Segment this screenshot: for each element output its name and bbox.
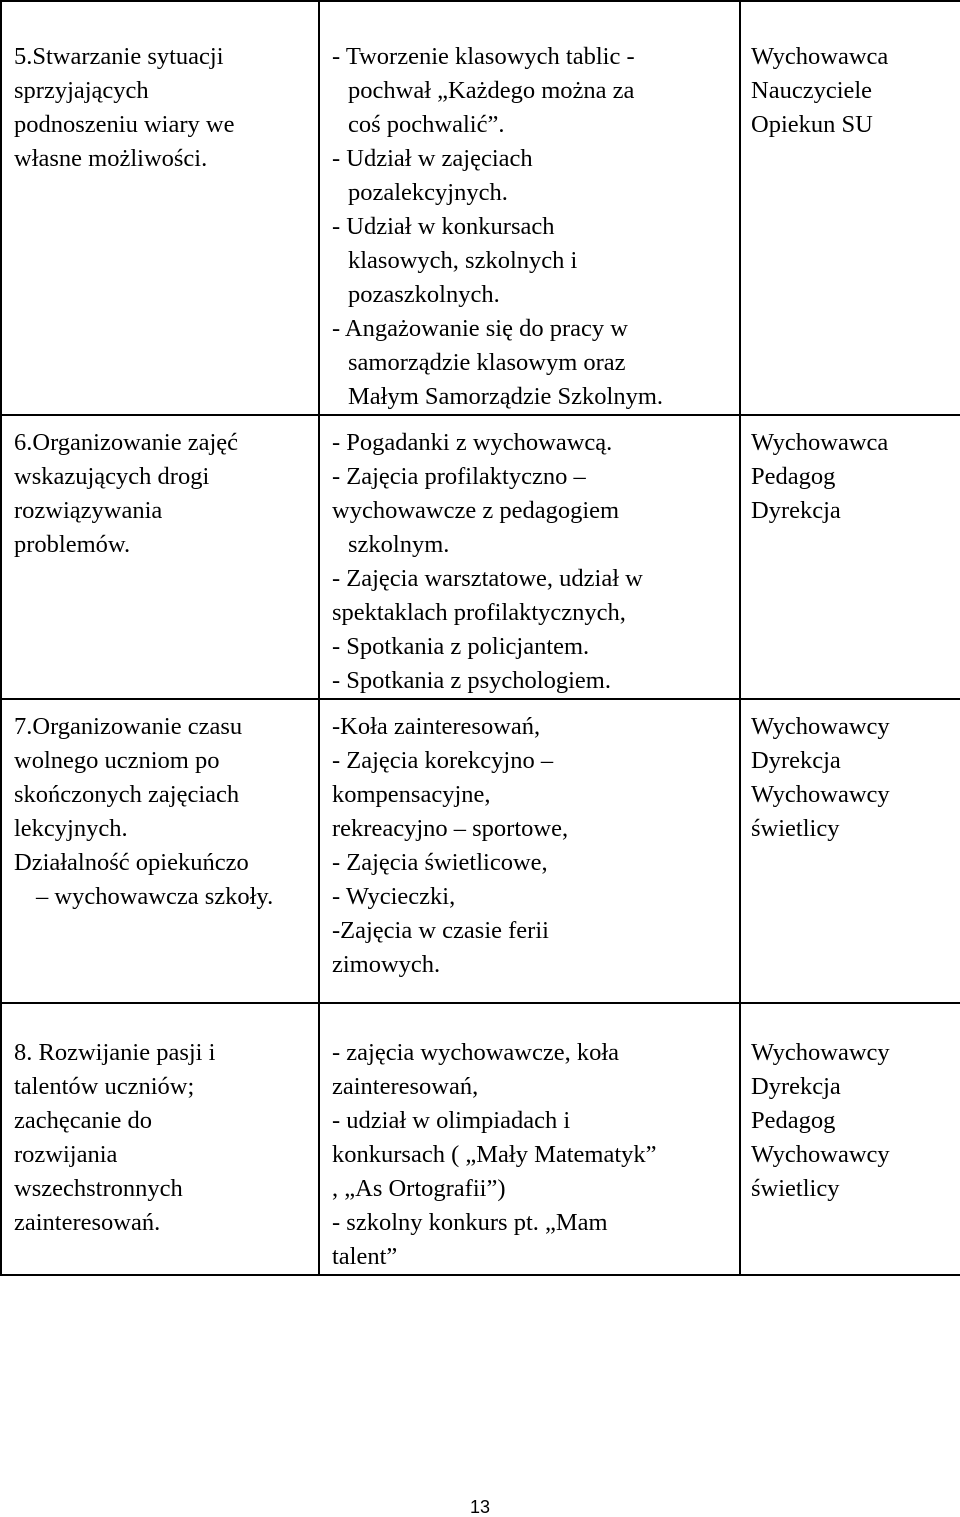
responsible-line: świetlicy <box>751 1175 840 1202</box>
forms-cell <box>319 1003 740 1275</box>
task-line: zachęcanie do <box>14 1107 153 1134</box>
task-line: własne możliwości. <box>14 145 208 172</box>
responsible-cell <box>740 699 960 1003</box>
responsible-line: Dyrekcja <box>751 497 841 524</box>
responsible-line: Wychowawcy <box>751 781 890 808</box>
task-line: wskazujących drogi <box>14 463 210 490</box>
forms-line: - Pogadanki z wychowawcą. <box>332 429 613 456</box>
forms-line: - Udział w konkursach <box>332 213 555 240</box>
forms-line: - Zajęcia korekcyjno – <box>332 747 554 774</box>
forms-line: - Wycieczki, <box>332 883 456 910</box>
task-line: Działalność opiekuńczo <box>14 849 249 876</box>
table-row <box>1 1003 960 1275</box>
forms-line: rekreacyjno – sportowe, <box>332 815 569 842</box>
forms-line: - Spotkania z policjantem. <box>332 633 590 660</box>
forms-line: , „As Ortografii”) <box>332 1175 506 1202</box>
forms-line: klasowych, szkolnych i <box>348 247 578 274</box>
page-number: 13 <box>469 1497 491 1517</box>
forms-line: samorządzie klasowym oraz <box>348 349 626 376</box>
task-cell <box>1 415 319 699</box>
task-line: 8. Rozwijanie pasji i <box>14 1039 216 1066</box>
task-line: lekcyjnych. <box>14 815 128 842</box>
task-line: podnoszeniu wiary we <box>14 111 235 138</box>
responsible-line: Dyrekcja <box>751 747 841 774</box>
responsible-line: Wychowawca <box>751 429 889 456</box>
forms-line: talent” <box>332 1243 398 1270</box>
task-line: sprzyjających <box>14 77 149 104</box>
responsible-line: Wychowawcy <box>751 1141 890 1168</box>
forms-line: zimowych. <box>332 951 441 978</box>
forms-line: - Tworzenie klasowych tablic - <box>332 43 635 70</box>
responsible-line: Nauczyciele <box>751 77 873 104</box>
responsible-line: Wychowawcy <box>751 1039 890 1066</box>
forms-line: szkolnym. <box>348 531 450 558</box>
forms-line: - Angażowanie się do pracy w <box>332 315 628 342</box>
responsible-cell <box>740 1 960 415</box>
task-line: wolnego uczniom po <box>14 747 220 774</box>
table-row <box>1 1 960 415</box>
responsible-line: Wychowawca <box>751 43 889 70</box>
task-line: zainteresowań. <box>14 1209 161 1236</box>
forms-line: wychowawcze z pedagogiem <box>332 497 620 524</box>
responsible-cell <box>740 1003 960 1275</box>
task-line: – wychowawcza szkoły. <box>36 883 274 910</box>
forms-line: -Zajęcia w czasie ferii <box>332 917 549 944</box>
task-line: rozwijania <box>14 1141 118 1168</box>
forms-line: pozalekcyjnych. <box>348 179 508 206</box>
forms-line: coś pochwalić”. <box>348 111 505 138</box>
forms-line: -Koła zainteresowań, <box>332 713 541 740</box>
responsible-line: Pedagog <box>751 1107 836 1134</box>
responsible-line: świetlicy <box>751 815 840 842</box>
forms-cell <box>319 415 740 699</box>
forms-line: - Udział w zajęciach <box>332 145 533 172</box>
task-line: problemów. <box>14 531 131 558</box>
task-cell <box>1 699 319 1003</box>
task-line: rozwiązywania <box>14 497 163 524</box>
forms-line: - szkolny konkurs pt. „Mam <box>332 1209 608 1236</box>
task-line: 5.Stwarzanie sytuacji <box>14 43 224 70</box>
table-row <box>1 415 960 699</box>
task-line: 6.Organizowanie zajęć <box>14 429 239 456</box>
task-line: wszechstronnych <box>14 1175 183 1202</box>
task-line: 7.Organizowanie czasu <box>14 713 243 740</box>
forms-line: konkursach ( „Mały Matematyk” <box>332 1141 657 1168</box>
responsible-line: Dyrekcja <box>751 1073 841 1100</box>
forms-cell <box>319 1 740 415</box>
task-cell <box>1 1 319 415</box>
forms-cell <box>319 699 740 1003</box>
forms-line: kompensacyjne, <box>332 781 491 808</box>
forms-line: - Zajęcia świetlicowe, <box>332 849 548 876</box>
task-line: talentów uczniów; <box>14 1073 195 1100</box>
responsible-line: Opiekun SU <box>751 111 873 138</box>
forms-line: Małym Samorządzie Szkolnym. <box>348 383 664 410</box>
task-line: skończonych zajęciach <box>14 781 240 808</box>
forms-line: - zajęcia wychowawcze, koła <box>332 1039 620 1066</box>
forms-line: pozaszkolnych. <box>348 281 500 308</box>
forms-line: zainteresowań, <box>332 1073 479 1100</box>
responsible-line: Wychowawcy <box>751 713 890 740</box>
responsible-line: Pedagog <box>751 463 836 490</box>
forms-line: - Zajęcia warsztatowe, udział w <box>332 565 643 592</box>
table-row <box>1 699 960 1003</box>
forms-line: pochwał „Każdego można za <box>348 77 635 104</box>
responsible-cell <box>740 415 960 699</box>
task-cell <box>1 1003 319 1275</box>
forms-line: - Zajęcia profilaktyczno – <box>332 463 586 490</box>
forms-line: spektaklach profilaktycznych, <box>332 599 626 626</box>
forms-line: - Spotkania z psychologiem. <box>332 667 611 694</box>
forms-line: - udział w olimpiadach i <box>332 1107 571 1134</box>
